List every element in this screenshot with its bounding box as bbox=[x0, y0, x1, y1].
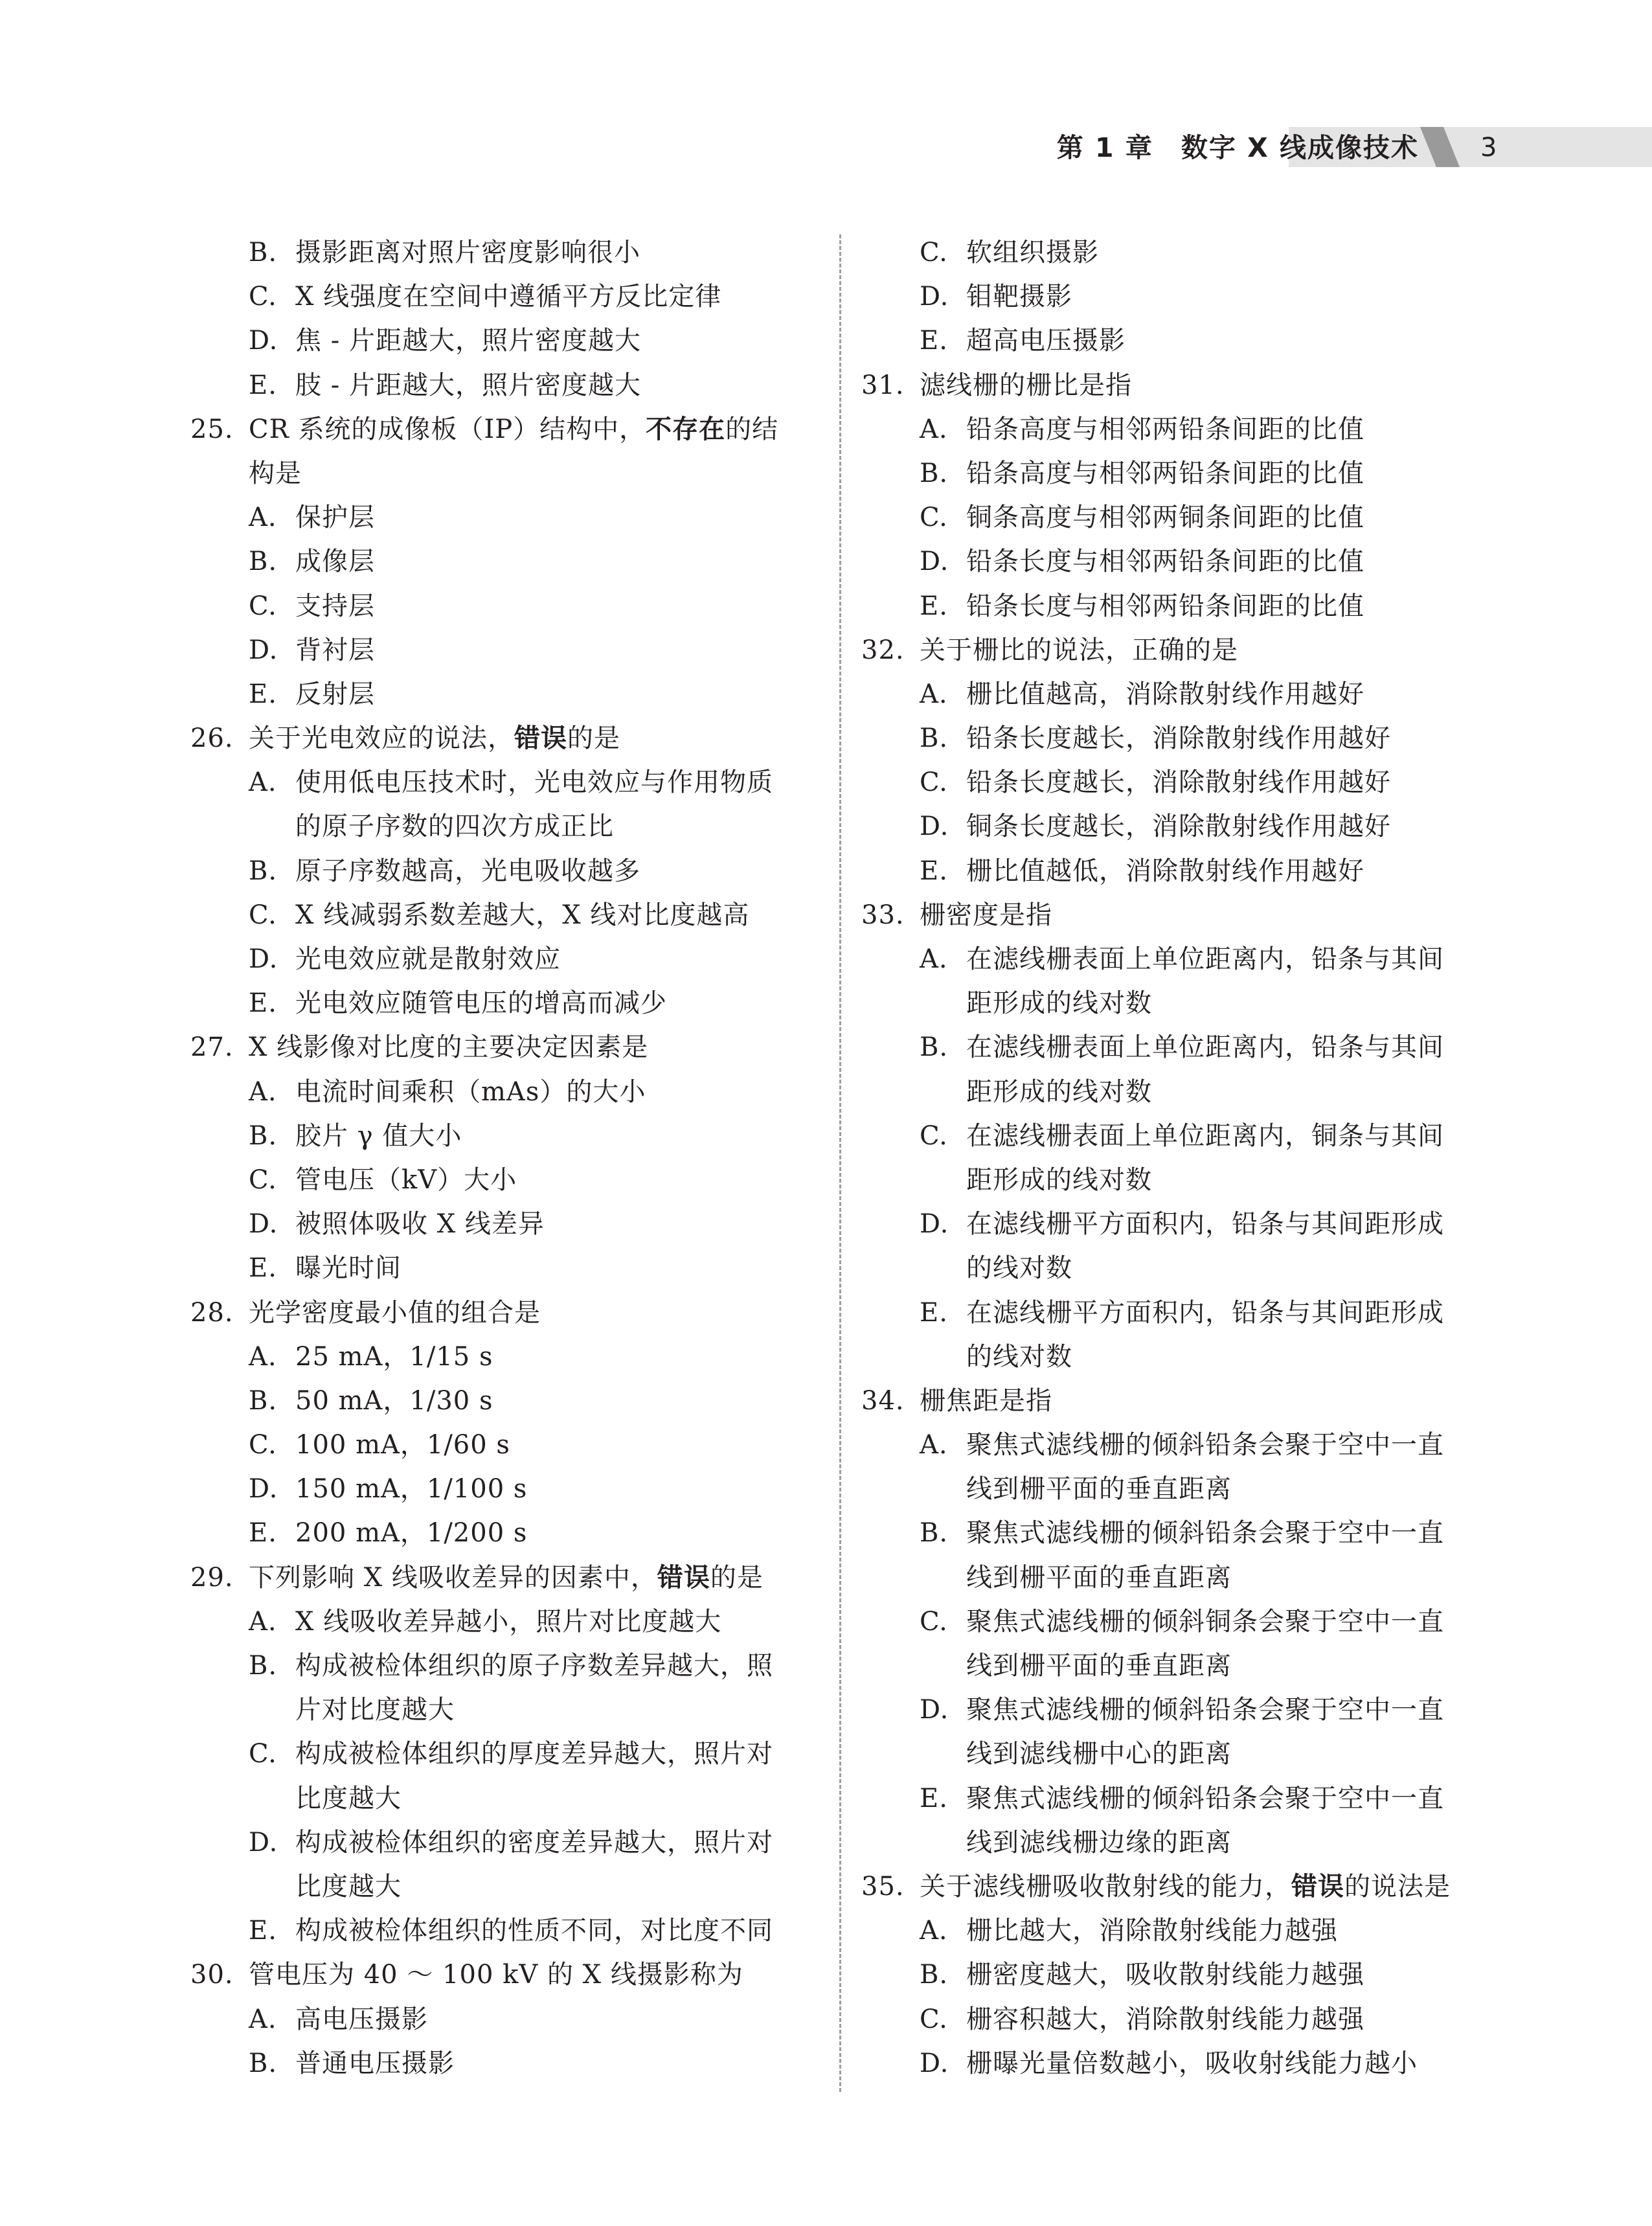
question-stem: 34. 栅焦距是指 bbox=[861, 1385, 1052, 1416]
option: C. 铜条高度与相邻两铜条间距的比值 bbox=[920, 503, 1364, 533]
option: D. 钼靶摄影 bbox=[920, 282, 1072, 312]
option: D. 构成被检体组织的密度差异越大，照片对 bbox=[249, 1827, 773, 1857]
option: D. 铜条长度越长，消除散射线作用越好 bbox=[920, 812, 1391, 842]
option-continued: 线到栅平面的垂直距离 bbox=[966, 1562, 1232, 1593]
option: E. 反射层 bbox=[249, 679, 375, 709]
option: A. 电流时间乘积（mAs）的大小 bbox=[249, 1076, 646, 1107]
option: C. 栅容积越大，消除散射线能力越强 bbox=[920, 2004, 1364, 2034]
option: C. X 线减弱系数差越大，X 线对比度越高 bbox=[249, 900, 750, 930]
option: E. 曝光时间 bbox=[249, 1253, 402, 1284]
option: B. 在滤线栅表面上单位距离内，铅条与其间 bbox=[920, 1032, 1444, 1063]
option: B. 构成被检体组织的原子序数差异越大，照 bbox=[249, 1651, 773, 1681]
question-stem: 33. 栅密度是指 bbox=[861, 900, 1052, 930]
option-continued: 距形成的线对数 bbox=[966, 1164, 1152, 1195]
option-continued: 的原子序数的四次方成正比 bbox=[295, 812, 614, 842]
option: D. 背衬层 bbox=[249, 635, 375, 665]
option: C. 支持层 bbox=[249, 591, 375, 621]
option: E. 聚焦式滤线栅的倾斜铅条会聚于空中一直 bbox=[920, 1783, 1444, 1813]
option: B. 50 mA，1/30 s bbox=[249, 1385, 493, 1416]
option: B. 普通电压摄影 bbox=[249, 2048, 455, 2078]
option: E. 200 mA，1/200 s bbox=[249, 1518, 528, 1549]
running-header-chapter: 第 1 章 数字 X 线成像技术 bbox=[1056, 132, 1419, 163]
option: D. 聚焦式滤线栅的倾斜铅条会聚于空中一直 bbox=[920, 1695, 1444, 1725]
option: B. 栅密度越大，吸收散射线能力越强 bbox=[920, 1960, 1364, 1990]
question-stem: 31. 滤线栅的栅比是指 bbox=[861, 370, 1132, 400]
option-continued: 比度越大 bbox=[295, 1871, 402, 1902]
question-stem: 27. X 线影像对比度的主要决定因素是 bbox=[190, 1032, 649, 1063]
option: D. 在滤线栅平方面积内，铅条与其间距形成 bbox=[920, 1209, 1444, 1240]
option: B. 铅条长度越长，消除散射线作用越好 bbox=[920, 723, 1391, 754]
option: D. 被照体吸收 X 线差异 bbox=[249, 1209, 545, 1240]
option: A. 在滤线栅表面上单位距离内，铅条与其间 bbox=[920, 944, 1444, 974]
option-continued: 的线对数 bbox=[966, 1341, 1072, 1372]
option: B. 胶片 γ 值大小 bbox=[249, 1120, 462, 1151]
option-continued: 的线对数 bbox=[966, 1253, 1072, 1284]
option: E. 构成被检体组织的性质不同，对比度不同 bbox=[249, 1916, 773, 1946]
option: C. X 线强度在空间中遵循平方反比定律 bbox=[249, 282, 722, 312]
option: A. X 线吸收差异越小，照片对比度越大 bbox=[249, 1606, 722, 1637]
question-stem: 29. 下列影响 X 线吸收差异的因素中，错误的是 bbox=[190, 1562, 764, 1593]
option-continued: 线到栅平面的垂直距离 bbox=[966, 1651, 1232, 1681]
option: A. 25 mA，1/15 s bbox=[249, 1341, 493, 1372]
option: C. 铅条长度越长，消除散射线作用越好 bbox=[920, 767, 1391, 798]
option-continued: 线到栅平面的垂直距离 bbox=[966, 1474, 1232, 1505]
option: D. 光电效应就是散射效应 bbox=[249, 944, 561, 974]
question-stem: 32. 关于栅比的说法，正确的是 bbox=[861, 635, 1238, 665]
option: E. 肢 - 片距越大，照片密度越大 bbox=[249, 370, 641, 400]
option: E. 在滤线栅平方面积内，铅条与其间距形成 bbox=[920, 1297, 1444, 1328]
option: C. 聚焦式滤线栅的倾斜铜条会聚于空中一直 bbox=[920, 1606, 1444, 1637]
option: D. 焦 - 片距越大，照片密度越大 bbox=[249, 326, 641, 356]
option: C. 软组织摄影 bbox=[920, 238, 1099, 267]
option: A. 栅比值越高，消除散射线作用越好 bbox=[920, 679, 1364, 709]
option-continued: 线到滤线栅边缘的距离 bbox=[966, 1827, 1232, 1857]
option: A. 聚焦式滤线栅的倾斜铅条会聚于空中一直 bbox=[920, 1430, 1444, 1460]
option: B. 成像层 bbox=[249, 547, 375, 577]
option: C. 在滤线栅表面上单位距离内，铜条与其间 bbox=[920, 1120, 1444, 1151]
option: D. 150 mA，1/100 s bbox=[249, 1474, 528, 1505]
option: A. 保护层 bbox=[249, 503, 375, 533]
question-stem: 25. CR 系统的成像板（IP）结构中，不存在的结 bbox=[190, 414, 779, 444]
question-stem: 26. 关于光电效应的说法，错误的是 bbox=[190, 723, 620, 754]
option: E. 铅条长度与相邻两铅条间距的比值 bbox=[920, 591, 1364, 621]
option-continued: 距形成的线对数 bbox=[966, 1076, 1152, 1107]
option: A. 铅条高度与相邻两铅条间距的比值 bbox=[920, 414, 1364, 444]
option-continued: 比度越大 bbox=[295, 1783, 402, 1813]
option-continued: 片对比度越大 bbox=[295, 1695, 455, 1725]
option: A. 使用低电压技术时，光电效应与作用物质 bbox=[249, 767, 773, 798]
option: A. 高电压摄影 bbox=[249, 2004, 428, 2034]
option: C. 100 mA，1/60 s bbox=[249, 1430, 510, 1460]
option: B. 原子序数越高，光电吸收越多 bbox=[249, 856, 640, 886]
right-column bbox=[861, 231, 1496, 2085]
option: B. 摄影距离对照片密度影响很小 bbox=[249, 238, 640, 267]
option-continued: 线到滤线栅中心的距离 bbox=[966, 1739, 1232, 1769]
question-stem: 28. 光学密度最小值的组合是 bbox=[190, 1297, 541, 1328]
option: E. 光电效应随管电压的增高而减少 bbox=[249, 988, 667, 1019]
option: E. 栅比值越低，消除散射线作用越好 bbox=[920, 856, 1364, 886]
option-continued: 距形成的线对数 bbox=[966, 988, 1152, 1019]
question-stem: 30. 管电压为 40 ～ 100 kV 的 X 线摄影称为 bbox=[190, 1960, 743, 1990]
option: C. 管电压（kV）大小 bbox=[249, 1164, 517, 1195]
option: B. 铅条高度与相邻两铅条间距的比值 bbox=[920, 458, 1364, 488]
option: B. 聚焦式滤线栅的倾斜铅条会聚于空中一直 bbox=[920, 1518, 1444, 1549]
left-column bbox=[190, 231, 825, 2085]
option: C. 构成被检体组织的厚度差异越大，照片对 bbox=[249, 1739, 773, 1769]
question-stem-continued: 构是 bbox=[249, 458, 302, 488]
page-number: 3 bbox=[1480, 133, 1497, 163]
question-stem: 35. 关于滤线栅吸收散射线的能力，错误的说法是 bbox=[861, 1871, 1451, 1902]
option: D. 栅曝光量倍数越小，吸收射线能力越小 bbox=[920, 2048, 1418, 2078]
option: D. 铅条长度与相邻两铅条间距的比值 bbox=[920, 547, 1364, 577]
column-divider bbox=[839, 234, 841, 2092]
option: E. 超高电压摄影 bbox=[920, 326, 1126, 356]
option: A. 栅比越大，消除散射线能力越强 bbox=[920, 1916, 1338, 1946]
